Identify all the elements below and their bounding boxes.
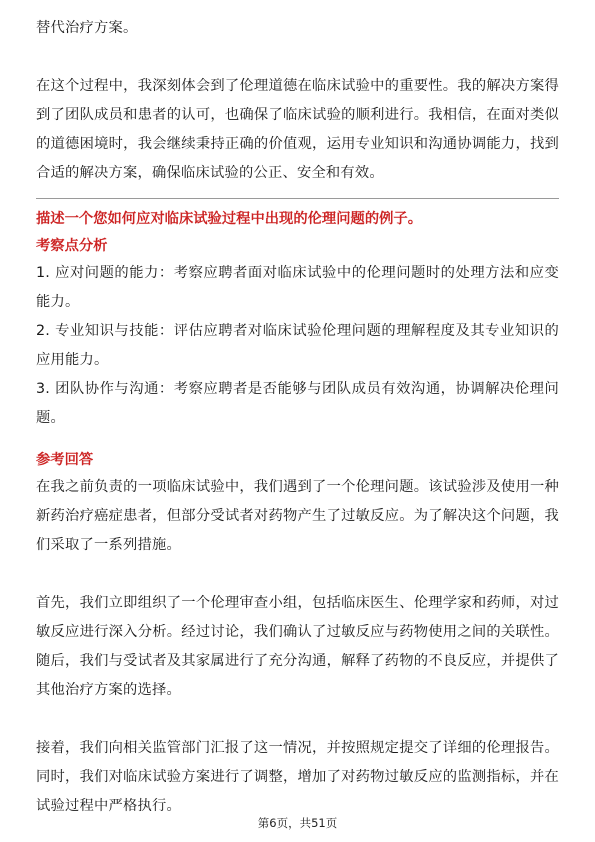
question-heading: 描述一个您如何应对临床试验过程中出现的伦理问题的例子。 xyxy=(36,211,423,227)
intro-summary-paragraph: 在这个过程中，我深刻体会到了伦理道德在临床试验中的重要性。我的解决方案得到了团队成员和患者的认可，也确保了临床试验的顺利进行。我相信，在面对类似的道德困境时，我会继续秉持正确的价值观，运用专业知识和沟通协调能力，找到合适的解决方案，确保临床试验的公正、安全和有效。 xyxy=(36,78,559,181)
answer-paragraph-3: 接着，我们向相关监管部门汇报了这一情况，并按照规定提交了详细的伦理报告。同时，我们对临床试验方案进行了调整，增加了对药物过敏反应的监测指标，并在试验过程中严格执行。 xyxy=(36,740,559,814)
page-content xyxy=(36,14,559,821)
answer-paragraph-1: 在我之前负责的一项临床试验中，我们遇到了一个伦理问题。该试验涉及使用一种新药治疗癌症患者，但部分受试者对药物产生了过敏反应。为了解决这个问题，我们采取了一系列措施。 xyxy=(36,479,559,553)
analysis-point-3: 3. 团队协作与沟通：考察应聘者是否能够与团队成员有效沟通，协调解决伦理问题。 xyxy=(36,381,559,426)
analysis-point-2: 2. 专业知识与技能：评估应聘者对临床试验伦理问题的理解程度及其专业知识的应用能力。 xyxy=(36,323,559,368)
answer-heading: 参考回答 xyxy=(36,452,94,468)
intro-tail-text: 替代治疗方案。 xyxy=(36,20,138,36)
analysis-point-1: 1. 应对问题的能力：考察应聘者面对临床试验中的伦理问题时的处理方法和应变能力。 xyxy=(36,265,559,310)
page-number-footer: 第6页，共51页 xyxy=(257,816,338,830)
section-divider xyxy=(36,198,559,199)
answer-paragraph-2: 首先，我们立即组织了一个伦理审查小组，包括临床医生、伦理学家和药师，对过敏反应进行深入分析。经过讨论，我们确认了过敏反应与药物使用之间的关联性。随后，我们与受试者及其家属进行了充分沟通，解释了药物的不良反应，并提供了其他治疗方案的选择。 xyxy=(36,595,559,698)
analysis-heading: 考察点分析 xyxy=(36,238,108,254)
